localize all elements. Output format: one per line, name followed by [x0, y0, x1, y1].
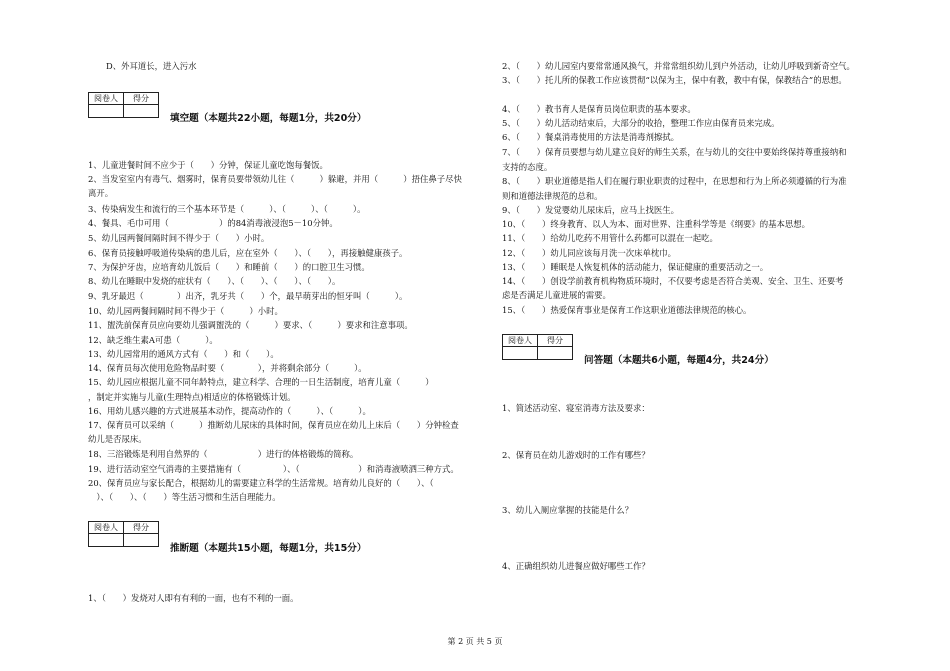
fill-question-line: 16、用幼儿感兴趣的方式进展基本动作，提高动作的（ ）、（ ）。 [88, 406, 371, 416]
fill-question-line: 2、当发室室内有毒气、烟雾时，保育员要带领幼儿往（ ）躲避，并用（ ）捂住鼻子尽快 [88, 174, 462, 184]
reviewer-cell [503, 347, 538, 360]
judge-question-line: 14、（ ）创设学前教育机构物质环境时，不仅要考虑是否符合美观、安全、卫生、还要考 [502, 276, 844, 286]
score-label: 得分 [124, 522, 159, 534]
score-cell [124, 534, 159, 547]
judge-item-1: 1、（ ）发烧对人即有有利的一面，也有不利的一面。 [88, 593, 299, 603]
qa-section-title: 问答题（本题共6小题，每题4分，共24分） [584, 355, 774, 366]
qa-item-3: 3、幼儿入厕应掌握的技能是什么？ [502, 505, 633, 515]
fill-question-line: 9、乳牙最迟（ ）出齐，乳牙共（ ）个，最早萌芽出的恒牙叫（ ）。 [88, 291, 408, 301]
judge-section-title: 推断题（本题共15小题，每题1分，共15分） [170, 543, 367, 554]
qa-item-1: 1、简述活动室、寝室消毒方法及要求： [502, 403, 650, 413]
score-cell [538, 347, 573, 360]
score-box-qa [502, 334, 573, 360]
fill-question-line: 离开。 [88, 188, 114, 198]
score-label: 得分 [124, 93, 159, 105]
judge-question-line: 虑是否满足儿童进展的需要。 [502, 290, 611, 300]
qa-item-4: 4、正确组织幼儿进餐应做好哪些工作？ [502, 561, 650, 571]
judge-question-line: 7、（ ）保育员要想与幼儿建立良好的师生关系，在与幼儿的交往中要始终保持尊重接纳和 [502, 147, 847, 157]
reviewer-cell [89, 105, 124, 118]
judge-question-line: 10、（ ）终身教育、以人为本、面对世界、注重科学等是《纲要》的基本思想。 [502, 219, 810, 229]
qa-item-2: 2、保育员在幼儿游戏时的工作有哪些？ [502, 450, 650, 460]
fill-question-line: 20、保育员应与家长配合，根据幼儿的需要建立科学的生活常规。培育幼儿良好的（ ）、（ [88, 478, 434, 488]
fill-question-line: ，制定并实施与儿童(生理特点)相适应的体格锻炼计划。 [88, 392, 296, 402]
judge-question-line: 6、（ ）餐桌消毒使用的方法是消毒剂擦拭。 [502, 132, 680, 142]
fill-question-line: 6、保育员接触呼吸道传染病的患儿后，应在室外（ ）、（ ），再接触健康孩子。 [88, 248, 408, 258]
fill-question-line: 15、幼儿园应根据儿童不同年龄特点，建立科学、合理的一日生活制度，培育儿童（ ） [88, 377, 434, 387]
reviewer-label: 阅卷人 [89, 522, 124, 534]
score-box-judge [88, 521, 159, 547]
score-cell [124, 105, 159, 118]
fill-question-line: 10、幼儿园两餐间隔时间不得少于（ ）小时。 [88, 306, 283, 316]
judge-question-line: 4、（ ）教书育人是保育员岗位职责的基本要求。 [502, 104, 696, 114]
fill-question-line: 3、传染病发生和流行的三个基本环节是（ ）、（ ）、（ ）。 [88, 204, 366, 214]
fill-question-line: 11、盥洗前保育员应向要幼儿强调盥洗的（ ）要求、（ ）要求和注意事项。 [88, 320, 413, 330]
judge-question-line: 15、（ ）热爱保育事业是保育工作这职业道德法律规范的核心。 [502, 305, 752, 315]
fill-question-line: 12、缺乏维生素A可患（ ）。 [88, 335, 218, 345]
judge-question-line: 8、（ ）职业道德是指人们在履行职业职责的过程中，在思想和行为上所必须遵循的行为准 [502, 176, 847, 186]
judge-question-line: 5、（ ）幼儿活动结束后，大部分的收拾，整理工作应由保育员来完成。 [502, 118, 780, 128]
judge-question-line: 12、（ ）幼儿同应该每月洗一次床单枕巾。 [502, 248, 676, 258]
reviewer-label: 阅卷人 [503, 335, 538, 347]
fill-question-line: 19、进行活动室空气消毒的主要措施有（ ）、（ ）和消毒液喷洒三种方式。 [88, 464, 459, 474]
judge-question-line: 11、（ ）给幼儿吃药不用管什么药都可以混在一起吃。 [502, 233, 718, 243]
reviewer-cell [89, 534, 124, 547]
judge-question-line: 则和道德法律规范的总和。 [502, 191, 603, 201]
judge-question-line: 9、（ ）发觉婴幼儿尿床后，应马上找医生。 [502, 205, 680, 215]
judge-question-line: 支持的态度。 [502, 162, 553, 172]
option-d: D、外耳道长，进入污水 [106, 61, 197, 71]
judge-question-line: 3、（ ）托儿所的保教工作应该贯彻“以保为主，保中有教，教中有保，保教结合”的思想。 [502, 75, 847, 85]
fill-question-line: 17、保育员可以采纳（ ）推断幼儿尿床的具体时间，保育员应在幼儿上床后（ ）分钟检查 [88, 420, 459, 430]
judge-question-line: 13、（ ）睡眠是人恢复机体的活动能力，保证健康的重要活动之一。 [502, 262, 769, 272]
score-label: 得分 [538, 335, 573, 347]
fill-question-line: 1、儿童进餐时间不应少于（ ）分钟，保证儿童吃饱每餐饭。 [88, 160, 328, 170]
fill-question-line: 7、为保护牙齿，应培育幼儿饭后（ ）和睡前（ ）的口腔卫生习惯。 [88, 262, 370, 272]
page-footer: 第 2 页 共 5 页 [447, 637, 503, 646]
fill-question-line: 幼儿是否尿床。 [88, 434, 147, 444]
fill-question-line: ）、（ ）、（ ）等生活习惯和生活自理能力。 [88, 492, 281, 502]
judge-question-line: 2、（ ）幼儿园室内要常常通风换气，并常常组织幼儿到户外活动，让幼儿呼吸到新奇空气。 [502, 61, 855, 71]
fill-question-line: 4、餐具、毛巾可用（ ）的84消毒液浸泡5－10分钟。 [88, 218, 338, 228]
reviewer-label: 阅卷人 [89, 93, 124, 105]
fill-question-line: 14、保育员每次使用危险物品时要（ ），并将剩余部分（ ）。 [88, 363, 367, 373]
fill-question-line: 18、三浴锻炼是利用自然界的（ ）进行的体格锻炼的简称。 [88, 449, 359, 459]
fill-question-line: 8、幼儿在睡眠中发烧的症状有（ ）、（ ）、（ ）、（ ）。 [88, 276, 341, 286]
fill-question-line: 13、幼儿园常用的通风方式有（ ）和（ ）。 [88, 349, 279, 359]
score-box-fill [88, 92, 159, 118]
fill-section-title: 填空题（本题共22小题，每题1分，共20分） [170, 113, 367, 124]
fill-question-line: 5、幼儿园两餐间隔时间不得少于（ ）小时。 [88, 233, 270, 243]
